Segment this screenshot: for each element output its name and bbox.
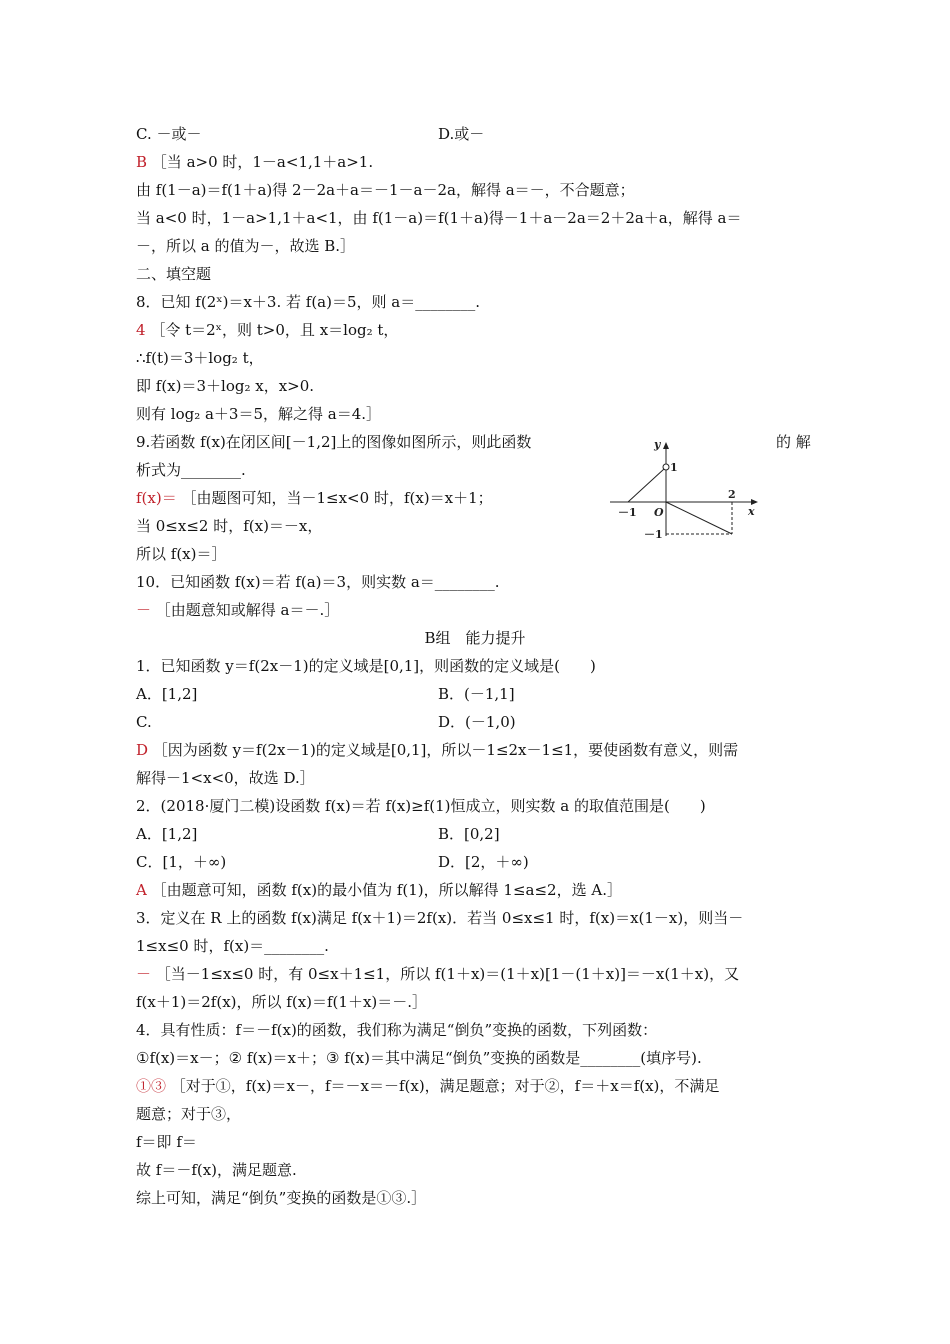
text-line: [136, 516, 322, 536]
tick-label-neg1-x: －1: [618, 506, 637, 519]
answer-label: A: [136, 881, 147, 899]
line-text: 9.若函数 f(x)在闭区间[－1,2]上的图像如图所示，则此函数: [136, 433, 532, 451]
x-label: x: [748, 505, 755, 518]
text-line: [136, 1020, 657, 1040]
text-line: [136, 488, 493, 508]
text-line: [136, 600, 339, 620]
text-line: [136, 572, 500, 592]
text-line: [136, 376, 314, 396]
line-text: A．[1,2]: [136, 685, 198, 703]
line-text: f＝即 f＝: [136, 1133, 197, 1151]
line-text: f(x＋1)＝2f(x)，所以 f(x)＝f(1＋x)＝－.］: [136, 993, 428, 1011]
text-line: [136, 712, 152, 732]
line-text: 题意；对于③，: [136, 1105, 242, 1123]
answer-label: ①③: [136, 1077, 167, 1095]
line-text: 3．定义在 R 上的函数 f(x)满足 f(x＋1)＝2f(x)．若当 0≤x≤1 时，f(x)＝x(1－x)，则当－: [136, 909, 744, 927]
text-line: [136, 964, 739, 984]
line-text: C．[1，＋∞): [136, 853, 227, 871]
line-text: ［令 t＝2ˣ，则 t>0，且 x＝log₂ t，: [145, 321, 399, 339]
text-line: [136, 852, 226, 872]
line-text: 综上可知，满足“倒负”变换的函数是①③.］: [136, 1189, 427, 1207]
line-text: 1．已知函数 y＝f(2x－1)的定义域是[0,1]，则函数的定义域是( ): [136, 657, 596, 675]
line-text: 8．已知 f(2ˣ)＝x＋3. 若 f(a)＝5，则 a＝________.: [136, 293, 480, 311]
text-line: [136, 1076, 719, 1096]
text-line: [136, 656, 596, 676]
line-text: A．[1,2]: [136, 825, 198, 843]
line-text: 则有 log₂ a＋3＝5，解之得 a＝4.］: [136, 405, 382, 423]
answer-label: －: [136, 601, 152, 619]
line-text: 10．已知函数 f(x)＝若 f(a)＝3，则实数 a＝________.: [136, 573, 500, 591]
line-text: 由 f(1－a)＝f(1＋a)得 2－2a＋a＝－1－a－2a，解得 a＝－，不合题意；: [136, 181, 635, 199]
line-text: 当 a<0 时，1－a>1,1＋a<1，由 f(1－a)＝f(1＋a)得－1＋a－2a＝2＋2a＋a，解得 a＝: [136, 209, 742, 227]
line-text: ［由题意可知，函数 f(x)的最小值为 f(1)，所以解得 1≤a≤2，选 A.］: [146, 881, 622, 899]
origin-label: O: [654, 506, 664, 519]
text-line: [136, 404, 381, 424]
text-line: [136, 796, 706, 816]
text-line: [136, 236, 355, 256]
text-line: [136, 432, 531, 452]
text-line: [136, 320, 398, 340]
text-line: [136, 684, 197, 704]
line-text: ①f(x)＝x－；② f(x)＝x＋；③ f(x)＝其中满足“倒负”变换的函数是________(填序号).: [136, 1049, 702, 1067]
text-line: [136, 208, 741, 228]
text-line: [136, 1160, 297, 1180]
line-text: 所以 f(x)＝］: [136, 545, 227, 563]
text-line: [136, 1132, 197, 1152]
answer-label: －: [136, 965, 152, 983]
tick-label-2-x: 2: [728, 488, 736, 501]
text-line: [136, 768, 315, 788]
option-right-column: D．(－1,0): [438, 713, 516, 731]
text-line: [136, 908, 743, 928]
line-text: 析式为________.: [136, 461, 246, 479]
function-graph: [606, 436, 766, 546]
line-text: ［因为函数 y＝f(2x－1)的定义域是[0,1]，所以－1≤2x－1≤1，要使函数有意义，则需: [148, 741, 739, 759]
text-line: [136, 460, 246, 480]
answer-label: B: [136, 153, 148, 171]
text-line: [136, 824, 197, 844]
line-text: 2．(2018·厦门二模)设函数 f(x)＝若 f(x)≥f(1)恒成立，则实数 a 的取值范围是( ): [136, 797, 706, 815]
section-b-heading: B组 能力提升: [424, 629, 526, 647]
line-text: C.: [136, 713, 152, 731]
tick-label-1-y: 1: [670, 461, 678, 474]
q9-tail: 的 解: [776, 433, 811, 451]
text-line: [136, 264, 211, 284]
text-line: [136, 152, 373, 172]
line-text: ［当 a>0 时，1－a<1,1＋a>1.: [147, 153, 374, 171]
line-text: 4．具有性质：f＝－f(x)的函数，我们称为满足“倒负”变换的函数，下列函数：: [136, 1021, 658, 1039]
text-line: [136, 1048, 702, 1068]
line-text: 1≤x≤0 时，f(x)＝________.: [136, 937, 329, 955]
text-line: [136, 180, 635, 200]
y-axis-arrow: [663, 442, 669, 449]
line-text: ［由题图可知，当－1≤x<0 时，f(x)＝x＋1；: [176, 489, 493, 507]
text-line: [136, 348, 264, 368]
option-right-column: D.或－: [438, 125, 485, 143]
text-line: [136, 740, 738, 760]
option-right-column: D．[2，＋∞): [438, 853, 529, 871]
line-text: 即 f(x)＝3＋log₂ x，x>0.: [136, 377, 315, 395]
line-text: 当 0≤x≤2 时，f(x)＝－x，: [136, 517, 323, 535]
text-line: [136, 124, 201, 144]
graph-segment-right: [666, 502, 732, 534]
text-line: [136, 1104, 241, 1124]
answer-label: D: [136, 741, 149, 759]
line-text: 故 f＝－f(x)，满足题意.: [136, 1161, 297, 1179]
option-right-column: B．(－1,1]: [438, 685, 515, 703]
line-text: ［由题意知或解得 a＝－.］: [151, 601, 340, 619]
line-text: ∴f(t)＝3＋log₂ t，: [136, 349, 264, 367]
graph-segment-left: [628, 469, 664, 502]
open-point: [663, 464, 669, 470]
line-text: 解得－1<x<0，故选 D.］: [136, 769, 315, 787]
answer-label: f(x)＝: [136, 489, 177, 507]
y-label: y: [654, 438, 661, 451]
text-line: [136, 292, 480, 312]
line-text: ［当－1≤x≤0 时，有 0≤x＋1≤1，所以 f(1＋x)＝(1＋x)[1－(1＋x)]＝－x(1＋x)，又: [151, 965, 740, 983]
text-line: [136, 880, 622, 900]
text-line: [136, 544, 226, 564]
option-right-column: B．[0,2]: [438, 825, 500, 843]
line-text: ［对于①，f(x)＝x－，f＝－x＝－f(x)，满足题意；对于②，f＝＋x＝f(x)，不满足: [166, 1077, 720, 1095]
line-text: C. －或－: [136, 125, 202, 143]
answer-label: 4: [136, 321, 146, 339]
text-line: [136, 1188, 426, 1208]
line-text: －，所以 a 的值为－，故选 B.］: [136, 237, 356, 255]
line-text: 二、填空题: [136, 265, 212, 283]
tick-label-neg1-y: －1: [644, 528, 663, 541]
text-line: [136, 992, 427, 1012]
text-line: [136, 936, 329, 956]
